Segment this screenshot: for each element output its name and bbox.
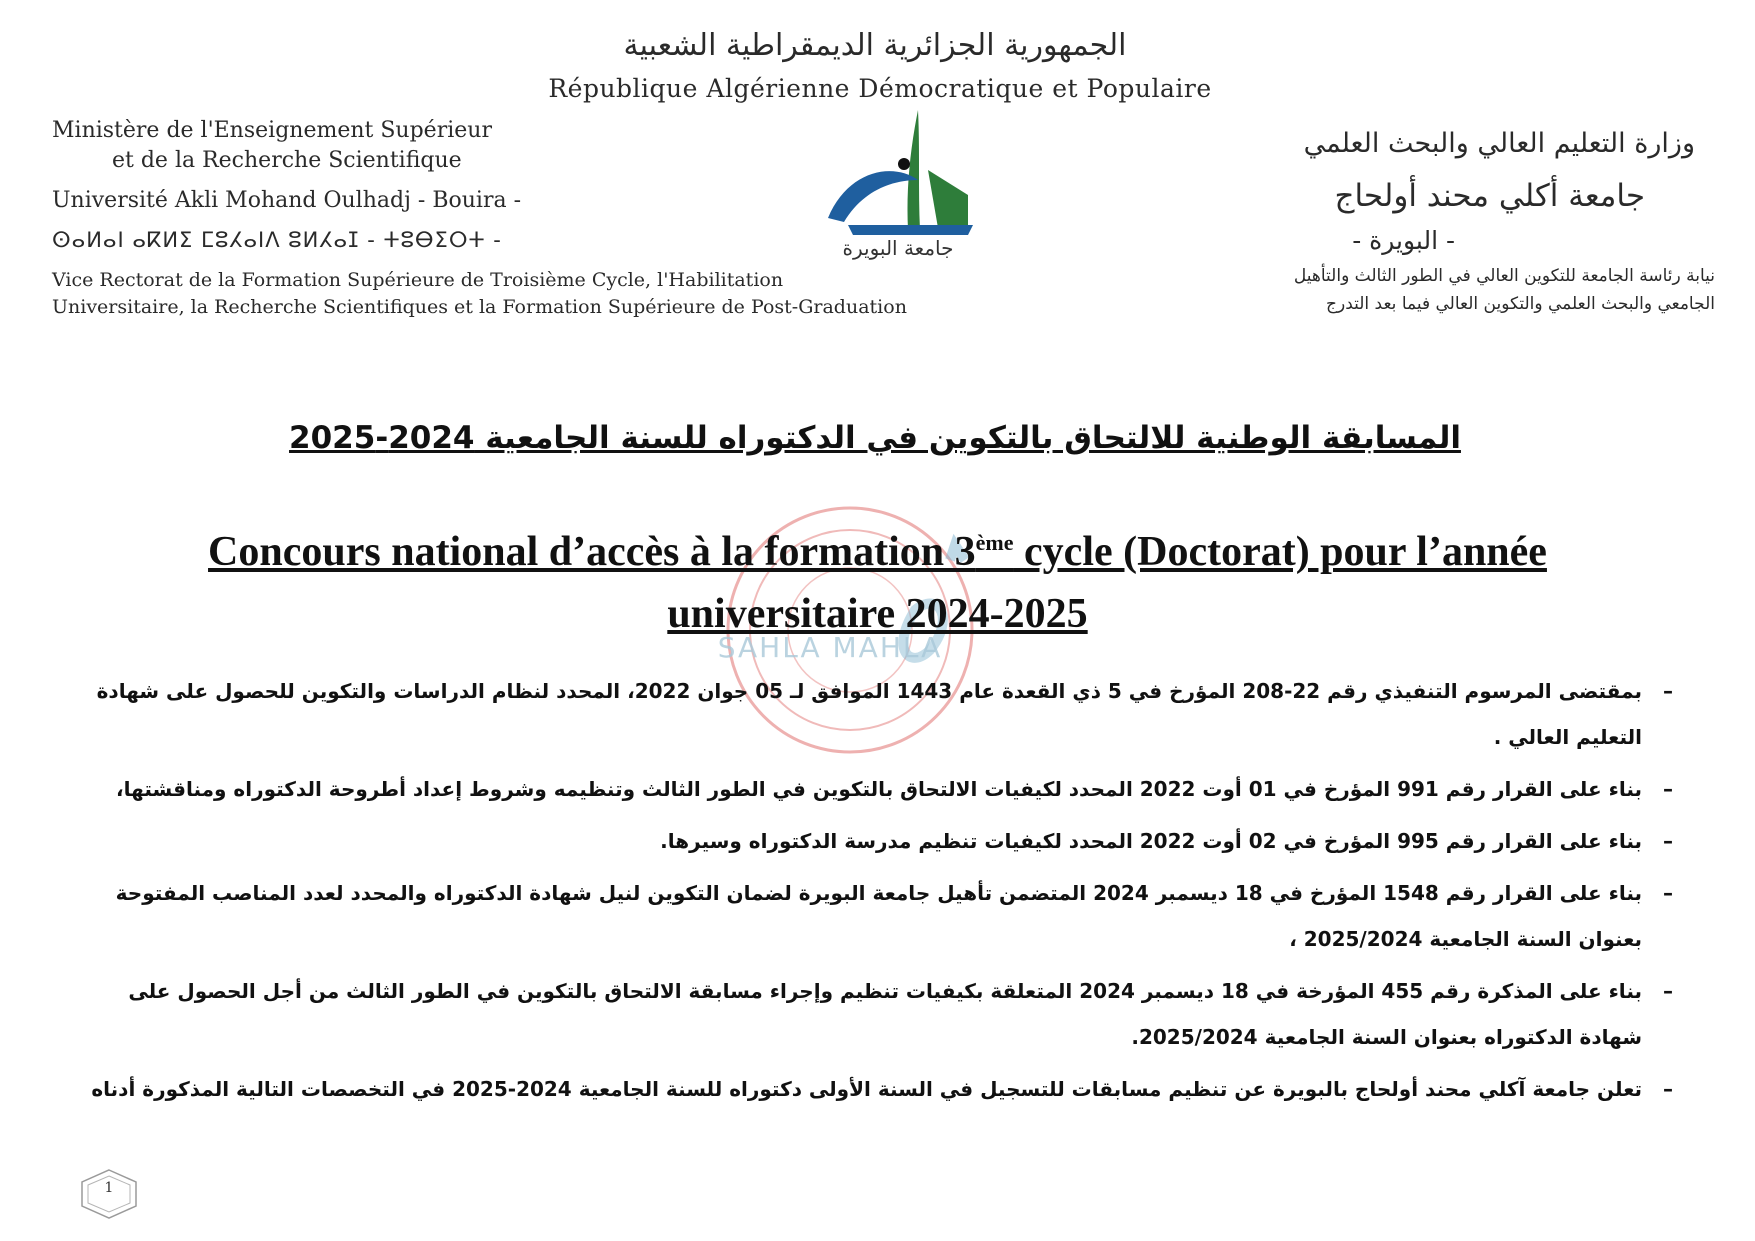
list-item-text: بناء على القرار رقم 1548 المؤرخ في 18 ديسمبر 2024 المتضمن تأهيل جامعة البويرة لضمان التكوين لنيل شهادة الدكتوراه والمحدد لعدد المناصب المفتوحة بعنوان السنة الجامعية 2025/2024 ،: [115, 881, 1642, 951]
list-item: [80, 1066, 1680, 1112]
page-title-french: [140, 512, 1615, 645]
list-item: [80, 870, 1680, 962]
header-arabic-republic: الجمهورية الجزائرية الديمقراطية الشعبية: [623, 28, 1127, 63]
page-title-arabic: المسابقة الوطنية للالتحاق بالتكوين في الدكتوراه للسنة الجامعية 2024-2025: [289, 420, 1461, 456]
title-french-superscript: ème: [975, 530, 1014, 555]
university-arabic: جامعة أكلي محند أولحاج: [1334, 178, 1645, 214]
bullet-dash: –: [1663, 777, 1673, 801]
list-item-text: تعلن جامعة آكلي محند أولحاج بالبويرة عن تنظيم مسابقات للتسجيل في السنة الأولى دكتوراه للسنة الجامعية 2024-2025 في التخصصات التالية المذكورة أدناه: [91, 1077, 1642, 1101]
list-item-text: بمقتضى المرسوم التنفيذي رقم 22-208 المؤرخ في 5 ذي القعدة عام 1443 الموافق لـ 05 جوان 2022، المحدد لنظام الدراسات والتكوين للحصول على شهادة التعليم العالي .: [96, 679, 1642, 749]
vice-rectorat-arabic-line1: نيابة رئاسة الجامعة للتكوين العالي في الطور الثالث والتأهيل: [1293, 266, 1715, 286]
ministry-french-line1: Ministère de l'Enseignement Supérieur: [52, 118, 492, 143]
legal-basis-list: [80, 668, 1680, 1118]
city-arabic: - البويرة -: [1352, 226, 1455, 255]
logo-base: [848, 225, 973, 235]
vice-rectorat-arabic-line2: الجامعي والبحث العلمي والتكوين العالي فيما بعد التدرج: [1326, 294, 1715, 314]
bullet-dash: –: [1663, 1077, 1673, 1101]
bullet-dash: –: [1663, 679, 1673, 703]
vice-rectorat-french-line1: Vice Rectorat de la Formation Supérieure de Troisième Cycle, l'Habilitation: [52, 269, 784, 291]
list-item-text: بناء على القرار رقم 991 المؤرخ في 01 أوت 2022 المحدد لكيفيات الالتحاق بالتكوين في الطور الثالث وتنظيمه وشروط إعداد أطروحة الدكتوراه ومناقشتها،: [116, 777, 1642, 801]
page-number: 1: [104, 1180, 114, 1196]
logo-dot: [898, 158, 910, 170]
university-tifinagh: ⵙⴰⵍⴰⵏ ⴰⴽⵍⵉ ⵎⵓⵃⴰⵏⴷ ⵓⵍⵃⴰⵊ - ⵜⵓⴱⵉⵔⵜ -: [52, 228, 502, 252]
list-item-text: بناء على القرار رقم 995 المؤرخ في 02 أوت 2022 المحدد لكيفيات تنظيم مدرسة الدكتوراه وسيرها.: [660, 829, 1642, 853]
title-french-line2: universitaire 2024-2025: [667, 591, 1088, 637]
logo-green-stroke: [907, 110, 920, 230]
bullet-dash: –: [1663, 829, 1673, 853]
logo-green-shape: [928, 170, 968, 228]
vice-rectorat-french-line2: Universitaire, la Recherche Scientifiques et la Formation Supérieure de Post-Graduation: [52, 296, 907, 318]
list-item: [80, 818, 1680, 864]
header-french-republic: République Algérienne Démocratique et Populaire: [548, 74, 1212, 103]
list-item-text: بناء على المذكرة رقم 455 المؤرخة في 18 ديسمبر 2024 المتعلقة بكيفيات تنظيم وإجراء مسابقة الالتحاق بالتكوين في الطور الثالث من أجل الحصول على شهادة الدكتوراه بعنوان السنة الجامعية 2025/2024.: [128, 979, 1642, 1049]
list-item: [80, 766, 1680, 812]
ministry-french-line2: et de la Recherche Scientifique: [112, 148, 462, 173]
title-french-part1: Concours national d’accès à la formation 3: [208, 529, 976, 575]
ministry-arabic: وزارة التعليم العالي والبحث العلمي: [1303, 128, 1695, 159]
list-item: [80, 968, 1680, 1060]
title-french-part2: cycle (Doctorat) pour l’année: [1013, 529, 1547, 575]
list-item: [80, 668, 1680, 760]
bullet-dash: –: [1663, 979, 1673, 1003]
watermark: SAHLA MAHLA: [717, 631, 943, 664]
logo-blue-arc: [828, 171, 918, 222]
university-french: Université Akli Mohand Oulhadj - Bouira -: [52, 188, 522, 213]
logo-caption: جامعة البويرة: [842, 236, 954, 260]
bullet-dash: –: [1663, 881, 1673, 905]
